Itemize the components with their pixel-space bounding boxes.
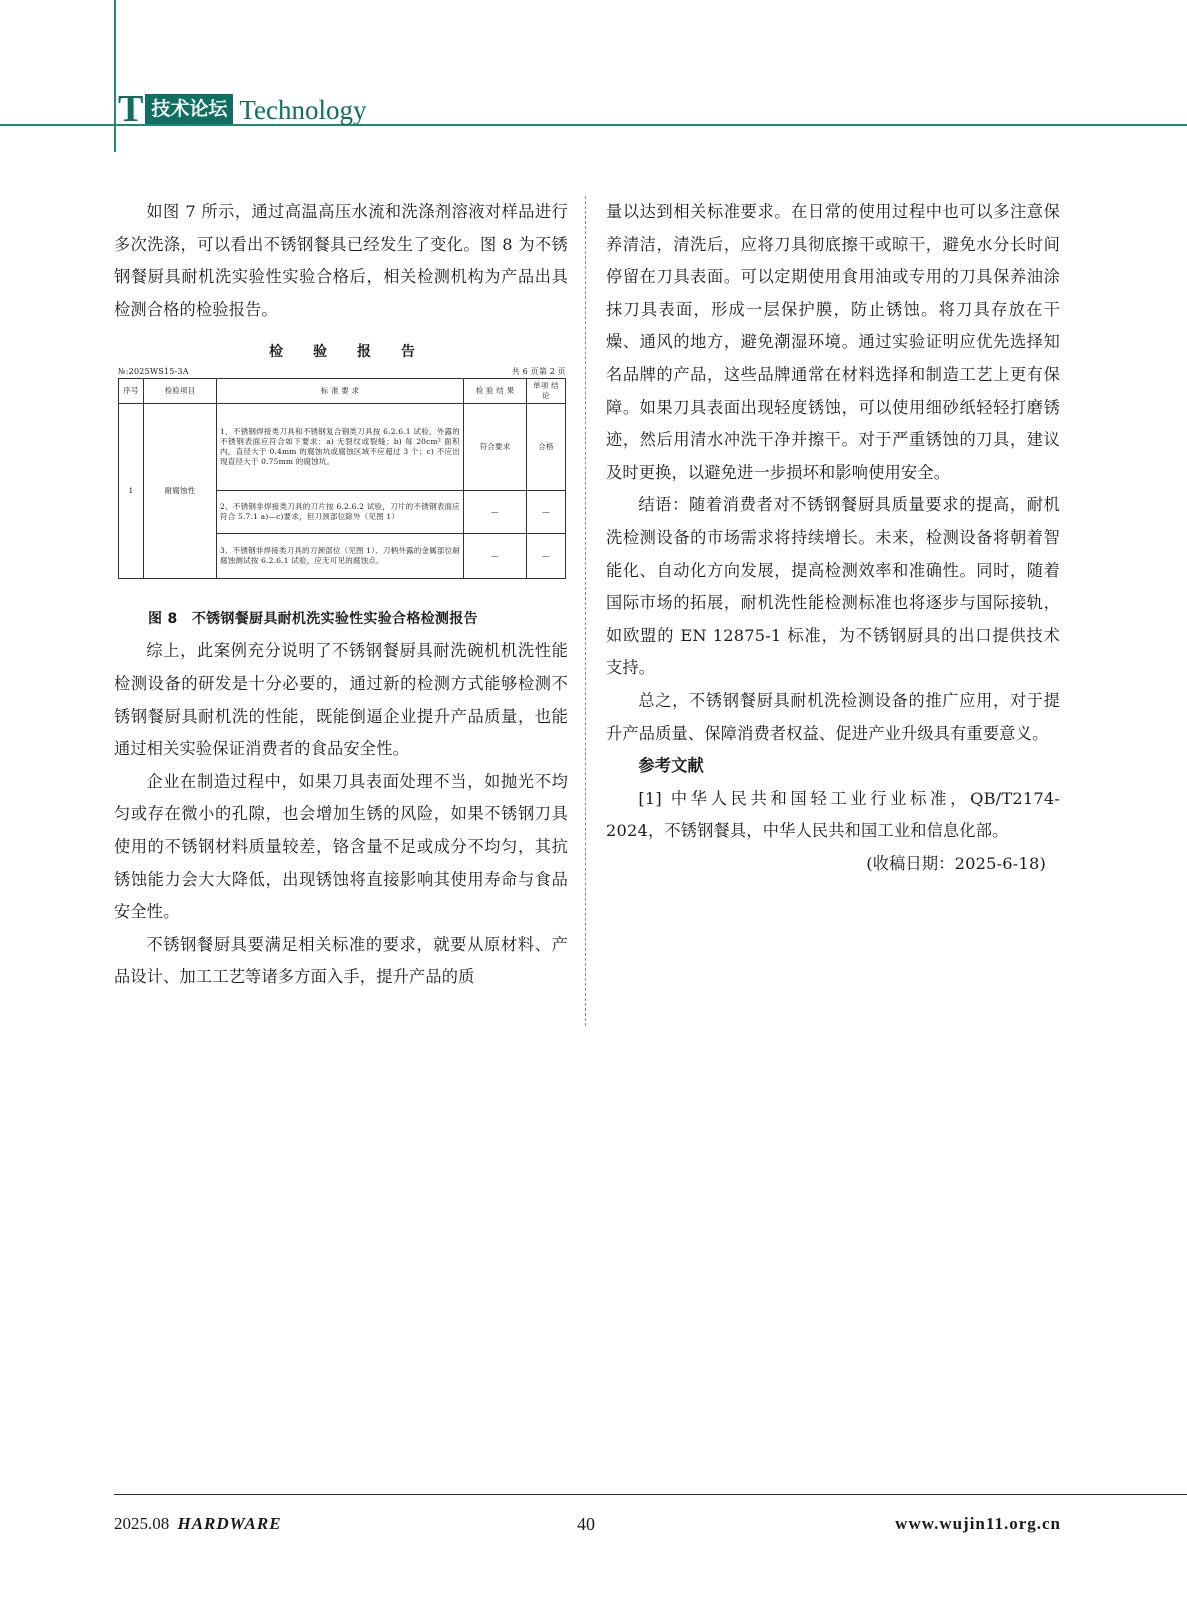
paragraph: 不锈钢餐厨具要满足相关标准的要求，就要从原材料、产品设计、加工工艺等诸多方面入手，提升产品的质 xyxy=(114,934,568,987)
references-heading: 参考文献 xyxy=(638,756,704,776)
report-number: №:2025WS15-3A xyxy=(118,367,189,377)
cell-verdict-3: — xyxy=(527,534,566,579)
received-date: (收稿日期：2025-6-18) xyxy=(866,853,1046,873)
footer-url[interactable]: www.wujin11.org.cn xyxy=(895,1514,1061,1533)
cell-result-3: — xyxy=(464,534,527,579)
footer-date: 2025.08 xyxy=(114,1514,170,1533)
inspection-report-figure xyxy=(118,340,566,579)
paragraph: 企业在制造过程中，如果刀具表面处理不当，如抛光不均匀或存在微小的孔隙，也会增加生锈的风险，如果不锈钢刀具使用的不锈钢材料质量较差，铬含量不足或成分不均匀，其抗锈蚀能力会大大降低，出现锈蚀将直接影响其使用寿命与食品安全性。 xyxy=(114,771,568,922)
column-divider xyxy=(585,196,586,1026)
report-table xyxy=(118,378,566,579)
reference-item: [1] 中华人民共和国轻工业行业标准，QB/T2174-2024，不锈钢餐具，中华人民共和国工业和信息化部。 xyxy=(606,788,1060,841)
cell-requirement-1: 1、不锈钢焊接类刀具和不锈钢复合钢类刀具按 6.2.6.1 试验，外露的不锈钢表面应符合如下要求：a) 无裂纹或裂缝；b) 每 20cm² 面积内，直径大于 0.4mm 的腐蚀坑或腐蚀区域不应超过 3 个；c) 不应出现直径大于 0.75mm 的腐蚀坑。 xyxy=(217,404,464,491)
cell-result-1: 符合要求 xyxy=(464,404,527,491)
header-item: 检验项目 xyxy=(144,379,217,404)
header-requirement: 标 准 要 求 xyxy=(217,379,464,404)
cell-requirement-2: 2、不锈钢非焊接类刀具的刀片按 6.2.6.2 试验，刀片的不锈钢表面应符合 5.7.1 a)—c)要求，但刀颈部位除外（见图 1） xyxy=(217,491,464,534)
section-letter: T xyxy=(118,88,144,130)
cell-requirement-3: 3、不锈钢非焊接类刀具的刀颈部位（见图 1）、刀柄外露的金属部位耐腐蚀测试按 6.2.6.1 试验，应无可见的腐蚀点。 xyxy=(217,534,464,579)
cell-verdict-1: 合格 xyxy=(527,404,566,491)
footer-rule xyxy=(114,1494,1187,1495)
footer-magazine: HARDWARE xyxy=(177,1514,282,1533)
section-title-cn: 技术论坛 xyxy=(145,94,233,124)
report-meta xyxy=(118,366,566,378)
paragraph: 总之，不锈钢餐厨具耐机洗检测设备的推广应用，对于提升产品质量、保障消费者权益、促进产业升级具有重要意义。 xyxy=(606,690,1060,743)
figure-caption: 图 8 不锈钢餐厨具耐机洗实验性实验合格检测报告 xyxy=(148,611,478,628)
header-verdict: 单项 结论 xyxy=(527,379,566,404)
header-vertical-rule xyxy=(114,0,116,152)
section-title-en: Technology xyxy=(239,95,367,125)
paragraph: 综上，此案例充分说明了不锈钢餐厨具耐洗碗机机洗性能检测设备的研发是十分必要的，通过新的检测方式能够检测不锈钢餐厨具耐机洗的性能，既能倒逼企业提升产品质量，也能通过相关实验保证消费者的食品安全性。 xyxy=(114,641,568,759)
header-seq: 序号 xyxy=(119,379,144,404)
report-title: 检验报告 xyxy=(269,344,445,361)
header-result: 检 验 结 果 xyxy=(464,379,527,404)
report-page-info: 共 6 页第 2 页 xyxy=(511,367,566,377)
cell-seq: 1 xyxy=(119,404,144,579)
table-header-row xyxy=(119,379,566,404)
paragraph: 量以达到相关标准要求。在日常的使用过程中也可以多注意保养清洁，清洗后，应将刀具彻底擦干或晾干，避免水分长时间停留在刀具表面。可以定期使用食用油或专用的刀具保养油涂抹刀具表面，形成一层保护膜，防止锈蚀。将刀具存放在干燥、通风的地方，避免潮湿环境。通过实验证明应优先选择知名品牌的产品，这些品牌通常在材料选择和制造工艺上更有保障。如果刀具表面出现轻度锈蚀，可以使用细砂纸轻轻打磨锈迹，然后用清水冲洗干净并擦干。对于严重锈蚀的刀具，建议及时更换，以避免进一步损坏和影响使用安全。 xyxy=(606,202,1060,482)
cell-item: 耐腐蚀性 xyxy=(144,404,217,579)
cell-verdict-2: — xyxy=(527,491,566,534)
section-header xyxy=(118,88,367,130)
paragraph: 如图 7 所示，通过高温高压水流和洗涤剂溶液对样品进行多次洗涤，可以看出不锈钢餐具已经发生了变化。图 8 为不锈钢餐厨具耐机洗实验性实验合格后，相关检测机构为产品出具检测合格的检验报告。 xyxy=(114,202,568,319)
right-column xyxy=(606,196,1060,880)
table-row xyxy=(119,404,566,491)
left-column xyxy=(114,196,568,994)
footer-issue xyxy=(114,1512,282,1536)
cell-result-2: — xyxy=(464,491,527,534)
paragraph: 结语：随着消费者对不锈钢餐厨具质量要求的提高，耐机洗检测设备的市场需求将持续增长。未来，检测设备将朝着智能化、自动化方向发展，提高检测效率和准确性。同时，随着国际市场的拓展，耐机洗性能检测标准也将逐步与国际接轨，如欧盟的 EN 12875-1 标准，为不锈钢厨具的出口提供技术支持。 xyxy=(606,495,1060,678)
page-number: 40 xyxy=(577,1514,595,1534)
